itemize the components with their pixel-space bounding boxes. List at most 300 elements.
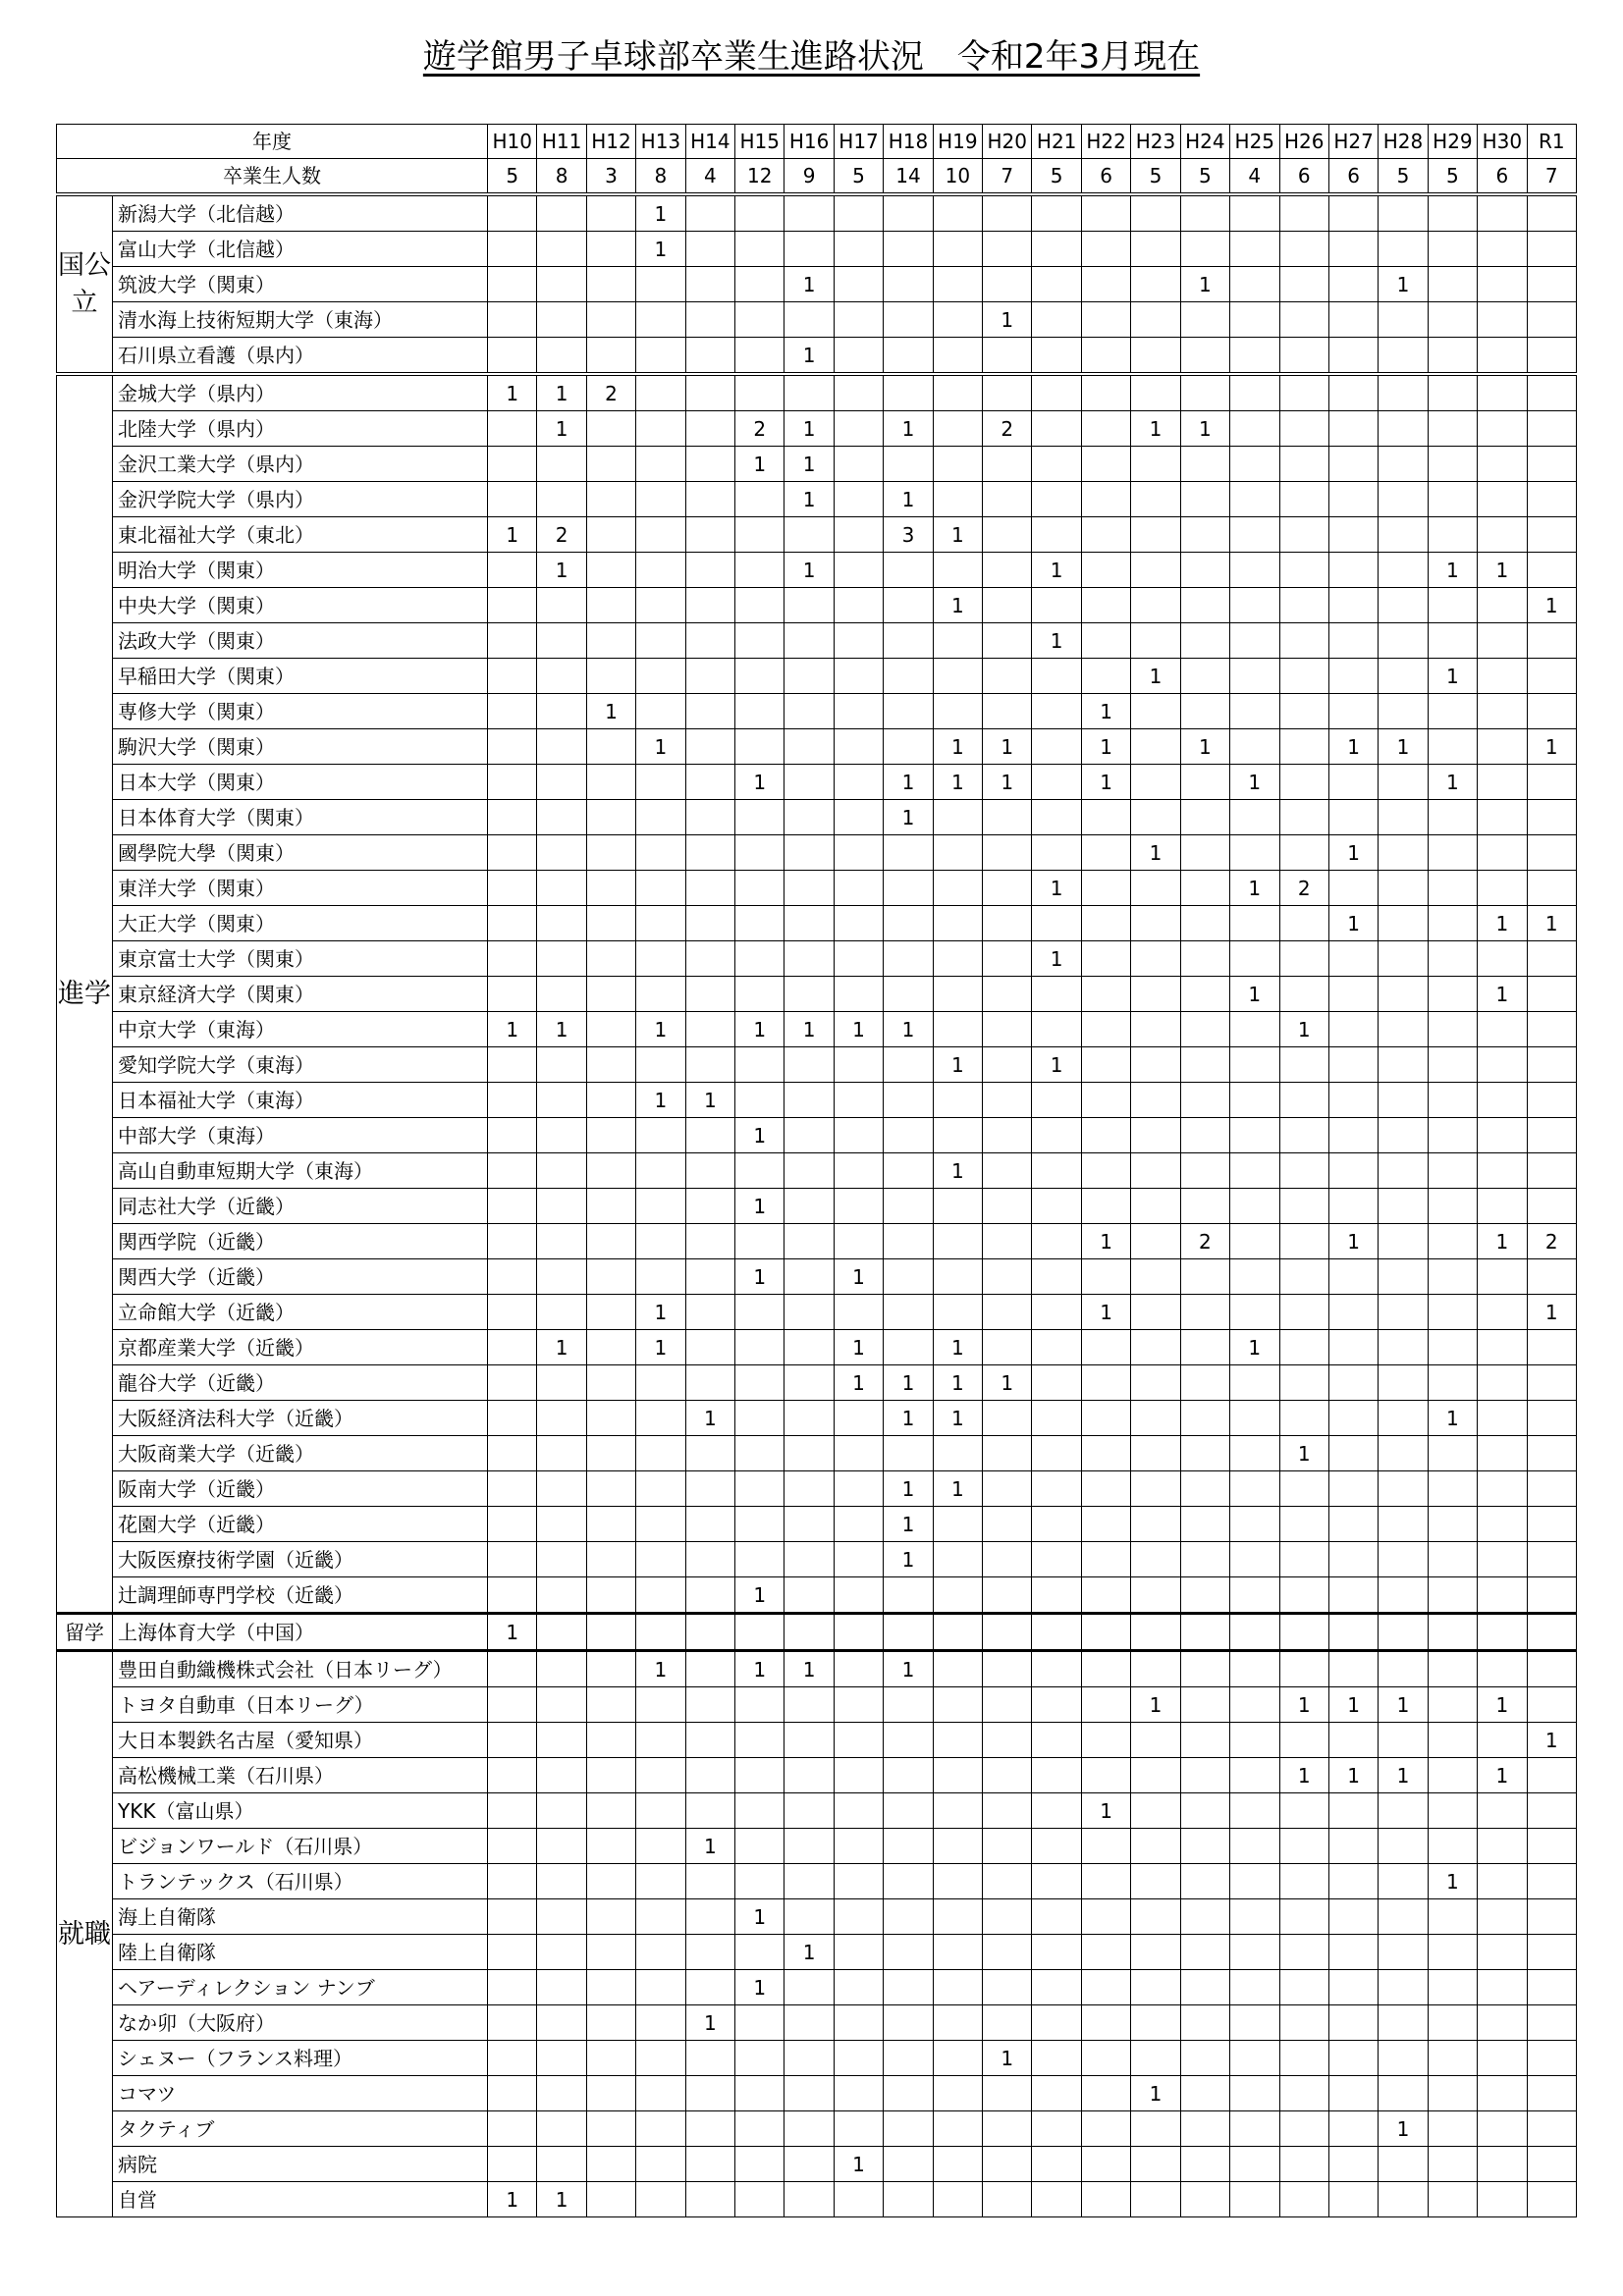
- count-cell: [1230, 1047, 1279, 1083]
- graduates-count-cell: 5: [488, 159, 537, 195]
- count-cell: [1230, 1899, 1279, 1935]
- year-header-cell: H15: [735, 125, 784, 159]
- count-cell: 1: [1428, 553, 1477, 588]
- count-cell: 1: [1081, 694, 1130, 729]
- count-cell: [1478, 1651, 1527, 1687]
- count-cell: 1: [1180, 729, 1229, 765]
- count-cell: [1527, 482, 1576, 517]
- count-cell: [1279, 482, 1328, 517]
- count-cell: [586, 482, 635, 517]
- count-cell: [1032, 1295, 1081, 1330]
- count-cell: [537, 1829, 586, 1864]
- count-cell: [1379, 2076, 1428, 2111]
- count-cell: [1180, 1295, 1229, 1330]
- count-cell: [586, 1507, 635, 1542]
- count-cell: [488, 1295, 537, 1330]
- count-cell: [1131, 1864, 1180, 1899]
- count-cell: [685, 447, 734, 482]
- count-cell: [1428, 800, 1477, 835]
- count-cell: [983, 1758, 1032, 1793]
- count-cell: [1428, 1935, 1477, 1970]
- count-cell: [1328, 941, 1378, 977]
- count-cell: [1428, 1542, 1477, 1577]
- count-cell: [834, 2111, 883, 2147]
- count-cell: [685, 1189, 734, 1224]
- count-cell: 1: [488, 1012, 537, 1047]
- count-cell: [1032, 2041, 1081, 2076]
- count-cell: [1379, 1436, 1428, 1471]
- count-cell: [1279, 2147, 1328, 2182]
- count-cell: [586, 1259, 635, 1295]
- count-cell: [1032, 1436, 1081, 1471]
- count-cell: [1131, 1259, 1180, 1295]
- count-cell: [1379, 1118, 1428, 1153]
- count-cell: [636, 1189, 685, 1224]
- graduates-count-cell: 9: [784, 159, 834, 195]
- count-cell: [834, 623, 883, 659]
- count-cell: [537, 729, 586, 765]
- count-cell: [1478, 232, 1527, 267]
- destination-name: 富山大学（北信越）: [113, 232, 488, 267]
- count-cell: [636, 2076, 685, 2111]
- destination-name: 大阪商業大学（近畿）: [113, 1436, 488, 1471]
- count-cell: [1379, 977, 1428, 1012]
- count-cell: [586, 1758, 635, 1793]
- count-cell: [1230, 1793, 1279, 1829]
- count-cell: [983, 1507, 1032, 1542]
- count-cell: [1180, 1651, 1229, 1687]
- count-cell: [586, 2182, 635, 2217]
- count-cell: [1032, 800, 1081, 835]
- count-cell: 1: [933, 1471, 982, 1507]
- count-cell: [1328, 194, 1378, 232]
- count-cell: [636, 1436, 685, 1471]
- count-cell: [933, 2182, 982, 2217]
- count-cell: 1: [1328, 835, 1378, 871]
- count-cell: [834, 2076, 883, 2111]
- count-cell: [488, 2147, 537, 2182]
- count-cell: [488, 2111, 537, 2147]
- count-cell: [1180, 1864, 1229, 1899]
- count-cell: [1328, 411, 1378, 447]
- count-cell: [933, 1651, 982, 1687]
- count-cell: [1131, 906, 1180, 941]
- count-cell: [1478, 2041, 1527, 2076]
- count-cell: [1032, 1083, 1081, 1118]
- count-cell: [537, 906, 586, 941]
- count-cell: [488, 194, 537, 232]
- count-cell: [537, 232, 586, 267]
- count-cell: [636, 588, 685, 623]
- count-cell: [1328, 659, 1378, 694]
- count-cell: [1478, 1083, 1527, 1118]
- count-cell: [735, 588, 784, 623]
- count-cell: [685, 2076, 734, 2111]
- count-cell: [685, 1012, 734, 1047]
- count-cell: [1279, 1507, 1328, 1542]
- count-cell: [1379, 765, 1428, 800]
- count-cell: [784, 1259, 834, 1295]
- count-cell: [1379, 588, 1428, 623]
- count-cell: [1081, 553, 1130, 588]
- count-cell: [1428, 1899, 1477, 1935]
- count-cell: [784, 2147, 834, 2182]
- count-cell: [1131, 800, 1180, 835]
- count-cell: [1328, 588, 1378, 623]
- graduates-count-cell: 6: [1279, 159, 1328, 195]
- count-cell: [586, 623, 635, 659]
- count-cell: [1131, 1758, 1180, 1793]
- count-cell: [1180, 835, 1229, 871]
- count-cell: [1081, 1330, 1130, 1365]
- count-cell: [1230, 1507, 1279, 1542]
- count-cell: [1379, 1153, 1428, 1189]
- count-cell: [1328, 1471, 1378, 1507]
- destination-name: 金沢工業大学（県内）: [113, 447, 488, 482]
- destination-name: 法政大学（関東）: [113, 623, 488, 659]
- count-cell: [933, 1189, 982, 1224]
- count-cell: [488, 659, 537, 694]
- count-cell: [1131, 977, 1180, 1012]
- count-cell: [784, 374, 834, 411]
- count-cell: [685, 2182, 734, 2217]
- count-cell: [884, 1935, 933, 1970]
- count-cell: [1081, 2111, 1130, 2147]
- count-cell: [685, 800, 734, 835]
- count-cell: [636, 1970, 685, 2005]
- count-cell: [537, 1436, 586, 1471]
- count-cell: [586, 1542, 635, 1577]
- count-cell: [1081, 1614, 1130, 1651]
- count-cell: [983, 1793, 1032, 1829]
- count-cell: [1428, 1507, 1477, 1542]
- count-cell: [1230, 447, 1279, 482]
- count-cell: [1180, 2111, 1229, 2147]
- count-cell: [1230, 1651, 1279, 1687]
- count-cell: [933, 1542, 982, 1577]
- count-cell: [488, 1829, 537, 1864]
- table-row: [57, 729, 1577, 765]
- count-cell: [1428, 1047, 1477, 1083]
- count-cell: [1180, 482, 1229, 517]
- count-cell: [983, 447, 1032, 482]
- count-cell: [1032, 1970, 1081, 2005]
- table-row: [57, 1083, 1577, 1118]
- count-cell: [884, 694, 933, 729]
- count-cell: [1131, 1224, 1180, 1259]
- count-cell: [933, 1758, 982, 1793]
- count-cell: [784, 1542, 834, 1577]
- graduates-count-cell: 14: [884, 159, 933, 195]
- count-cell: [784, 1471, 834, 1507]
- count-cell: [983, 1189, 1032, 1224]
- count-cell: [1230, 1189, 1279, 1224]
- count-cell: 1: [884, 1012, 933, 1047]
- count-cell: [1180, 1259, 1229, 1295]
- count-cell: [1230, 1365, 1279, 1401]
- count-cell: [884, 659, 933, 694]
- count-cell: [1279, 1864, 1328, 1899]
- count-cell: [834, 906, 883, 941]
- count-cell: [1328, 1012, 1378, 1047]
- count-cell: [685, 374, 734, 411]
- count-cell: [1428, 267, 1477, 302]
- count-cell: [1328, 447, 1378, 482]
- count-cell: [488, 1507, 537, 1542]
- count-cell: [933, 2005, 982, 2041]
- count-cell: [1081, 517, 1130, 553]
- count-cell: [1328, 1153, 1378, 1189]
- count-cell: [1180, 694, 1229, 729]
- count-cell: [735, 1295, 784, 1330]
- count-cell: [685, 2111, 734, 2147]
- count-cell: [1478, 800, 1527, 835]
- destination-name: 北陸大学（県内）: [113, 411, 488, 447]
- count-cell: [537, 1118, 586, 1153]
- count-cell: [636, 2111, 685, 2147]
- count-cell: [834, 1935, 883, 1970]
- count-cell: [1328, 1899, 1378, 1935]
- count-cell: [636, 374, 685, 411]
- count-cell: [784, 1758, 834, 1793]
- count-cell: [933, 1793, 982, 1829]
- count-cell: [1527, 517, 1576, 553]
- graduates-count-cell: 8: [636, 159, 685, 195]
- count-cell: 1: [933, 588, 982, 623]
- count-cell: [636, 1118, 685, 1153]
- table-row: [57, 1935, 1577, 1970]
- table-row: [57, 2041, 1577, 2076]
- count-cell: [586, 1295, 635, 1330]
- count-cell: [1032, 1365, 1081, 1401]
- count-cell: [884, 2147, 933, 2182]
- table-row: [57, 623, 1577, 659]
- count-cell: 1: [537, 553, 586, 588]
- count-cell: [1131, 447, 1180, 482]
- count-cell: [1379, 1723, 1428, 1758]
- graduates-count-cell: 4: [685, 159, 734, 195]
- count-cell: 1: [1428, 1401, 1477, 1436]
- table-row: [57, 553, 1577, 588]
- count-cell: [884, 835, 933, 871]
- count-cell: [1527, 1758, 1576, 1793]
- count-cell: [1478, 482, 1527, 517]
- count-cell: [537, 302, 586, 338]
- count-cell: 1: [1180, 411, 1229, 447]
- count-cell: [1478, 1614, 1527, 1651]
- count-cell: 1: [1081, 1793, 1130, 1829]
- count-cell: [1478, 1436, 1527, 1471]
- count-cell: [488, 977, 537, 1012]
- count-cell: [735, 1471, 784, 1507]
- count-cell: [983, 1864, 1032, 1899]
- count-cell: [1478, 941, 1527, 977]
- count-cell: [735, 1153, 784, 1189]
- year-header-cell: H20: [983, 125, 1032, 159]
- count-cell: [1131, 1542, 1180, 1577]
- count-cell: 1: [1279, 1758, 1328, 1793]
- count-cell: 1: [1131, 411, 1180, 447]
- count-cell: [1131, 267, 1180, 302]
- count-cell: [537, 1899, 586, 1935]
- count-cell: [1180, 2076, 1229, 2111]
- count-cell: [884, 374, 933, 411]
- count-cell: [784, 906, 834, 941]
- count-cell: [1081, 2041, 1130, 2076]
- count-cell: [1328, 482, 1378, 517]
- count-cell: [1279, 232, 1328, 267]
- count-cell: [1230, 694, 1279, 729]
- table-row: [57, 1793, 1577, 1829]
- count-cell: [488, 1224, 537, 1259]
- count-cell: [488, 765, 537, 800]
- count-cell: [685, 694, 734, 729]
- count-cell: [1081, 338, 1130, 375]
- count-cell: [1279, 447, 1328, 482]
- count-cell: [884, 1793, 933, 1829]
- count-cell: [1478, 588, 1527, 623]
- count-cell: [983, 232, 1032, 267]
- destination-name: YKK（富山県）: [113, 1793, 488, 1829]
- count-cell: [1180, 2182, 1229, 2217]
- count-cell: [1527, 1687, 1576, 1723]
- count-cell: [537, 623, 586, 659]
- count-cell: [586, 835, 635, 871]
- count-cell: [1081, 1864, 1130, 1899]
- count-cell: [834, 194, 883, 232]
- count-cell: [685, 729, 734, 765]
- count-cell: [1428, 338, 1477, 375]
- count-cell: [636, 694, 685, 729]
- count-cell: [537, 1083, 586, 1118]
- count-cell: [1032, 1118, 1081, 1153]
- count-cell: [1328, 977, 1378, 1012]
- count-cell: [834, 941, 883, 977]
- count-cell: [983, 1687, 1032, 1723]
- count-cell: [636, 1614, 685, 1651]
- table-row: [57, 659, 1577, 694]
- count-cell: [834, 1614, 883, 1651]
- table-row: [57, 1259, 1577, 1295]
- count-cell: [1180, 1153, 1229, 1189]
- table-row: [57, 1899, 1577, 1935]
- count-cell: [1379, 1829, 1428, 1864]
- count-cell: [685, 2147, 734, 2182]
- count-cell: [933, 2041, 982, 2076]
- count-cell: [1478, 1864, 1527, 1899]
- table-row: [57, 232, 1577, 267]
- count-cell: [933, 482, 982, 517]
- count-cell: [1428, 1436, 1477, 1471]
- count-cell: [1032, 517, 1081, 553]
- count-cell: 1: [1279, 1687, 1328, 1723]
- count-cell: [1328, 1793, 1378, 1829]
- count-cell: [735, 1083, 784, 1118]
- count-cell: [1081, 2005, 1130, 2041]
- count-cell: [735, 1542, 784, 1577]
- count-cell: [1230, 659, 1279, 694]
- count-cell: [1131, 2182, 1180, 2217]
- count-cell: [983, 1047, 1032, 1083]
- destination-name: なか卯（大阪府）: [113, 2005, 488, 2041]
- destination-name: 豊田自動織機株式会社（日本リーグ）: [113, 1651, 488, 1687]
- count-cell: [834, 232, 883, 267]
- count-cell: [983, 1401, 1032, 1436]
- count-cell: 1: [983, 2041, 1032, 2076]
- count-cell: [784, 517, 834, 553]
- count-cell: [884, 194, 933, 232]
- count-cell: 1: [1328, 1687, 1378, 1723]
- count-cell: [933, 447, 982, 482]
- count-cell: [1428, 2111, 1477, 2147]
- count-cell: [1180, 1507, 1229, 1542]
- count-cell: [586, 871, 635, 906]
- count-cell: [1428, 1723, 1477, 1758]
- count-cell: [1527, 1899, 1576, 1935]
- count-cell: [1478, 517, 1527, 553]
- count-cell: [1180, 800, 1229, 835]
- table-row: [57, 765, 1577, 800]
- count-cell: [834, 1542, 883, 1577]
- count-cell: [1328, 800, 1378, 835]
- count-cell: [685, 1118, 734, 1153]
- count-cell: [1032, 1935, 1081, 1970]
- count-cell: [1379, 1614, 1428, 1651]
- count-cell: [884, 1899, 933, 1935]
- count-cell: [834, 1758, 883, 1793]
- count-cell: [1328, 1295, 1378, 1330]
- count-cell: [1180, 623, 1229, 659]
- count-cell: [784, 1118, 834, 1153]
- count-cell: [1081, 623, 1130, 659]
- count-cell: [1081, 2147, 1130, 2182]
- count-cell: [586, 1793, 635, 1829]
- count-cell: 1: [1328, 1758, 1378, 1793]
- count-cell: [488, 871, 537, 906]
- count-cell: [1131, 1935, 1180, 1970]
- destination-name: 筑波大学（関東）: [113, 267, 488, 302]
- count-cell: [1131, 2005, 1180, 2041]
- graduates-count-cell: 12: [735, 159, 784, 195]
- count-cell: [1527, 1507, 1576, 1542]
- count-cell: [834, 1651, 883, 1687]
- count-cell: [1081, 977, 1130, 1012]
- count-cell: [1180, 374, 1229, 411]
- count-cell: [784, 2182, 834, 2217]
- count-cell: [735, 1687, 784, 1723]
- count-cell: 1: [1032, 941, 1081, 977]
- count-cell: [537, 871, 586, 906]
- count-cell: 1: [784, 447, 834, 482]
- count-cell: [933, 1899, 982, 1935]
- count-cell: [1032, 906, 1081, 941]
- count-cell: 2: [1527, 1224, 1576, 1259]
- count-cell: [933, 1224, 982, 1259]
- year-header-cell: H13: [636, 125, 685, 159]
- count-cell: [784, 1507, 834, 1542]
- table-row: [57, 1330, 1577, 1365]
- count-cell: [1081, 659, 1130, 694]
- count-cell: 2: [1180, 1224, 1229, 1259]
- count-cell: [933, 302, 982, 338]
- destination-name: 花園大学（近畿）: [113, 1507, 488, 1542]
- count-cell: 1: [537, 1012, 586, 1047]
- count-cell: [586, 1723, 635, 1758]
- count-cell: [784, 1864, 834, 1899]
- count-cell: [685, 2041, 734, 2076]
- count-cell: 1: [1081, 765, 1130, 800]
- count-cell: [1428, 1153, 1477, 1189]
